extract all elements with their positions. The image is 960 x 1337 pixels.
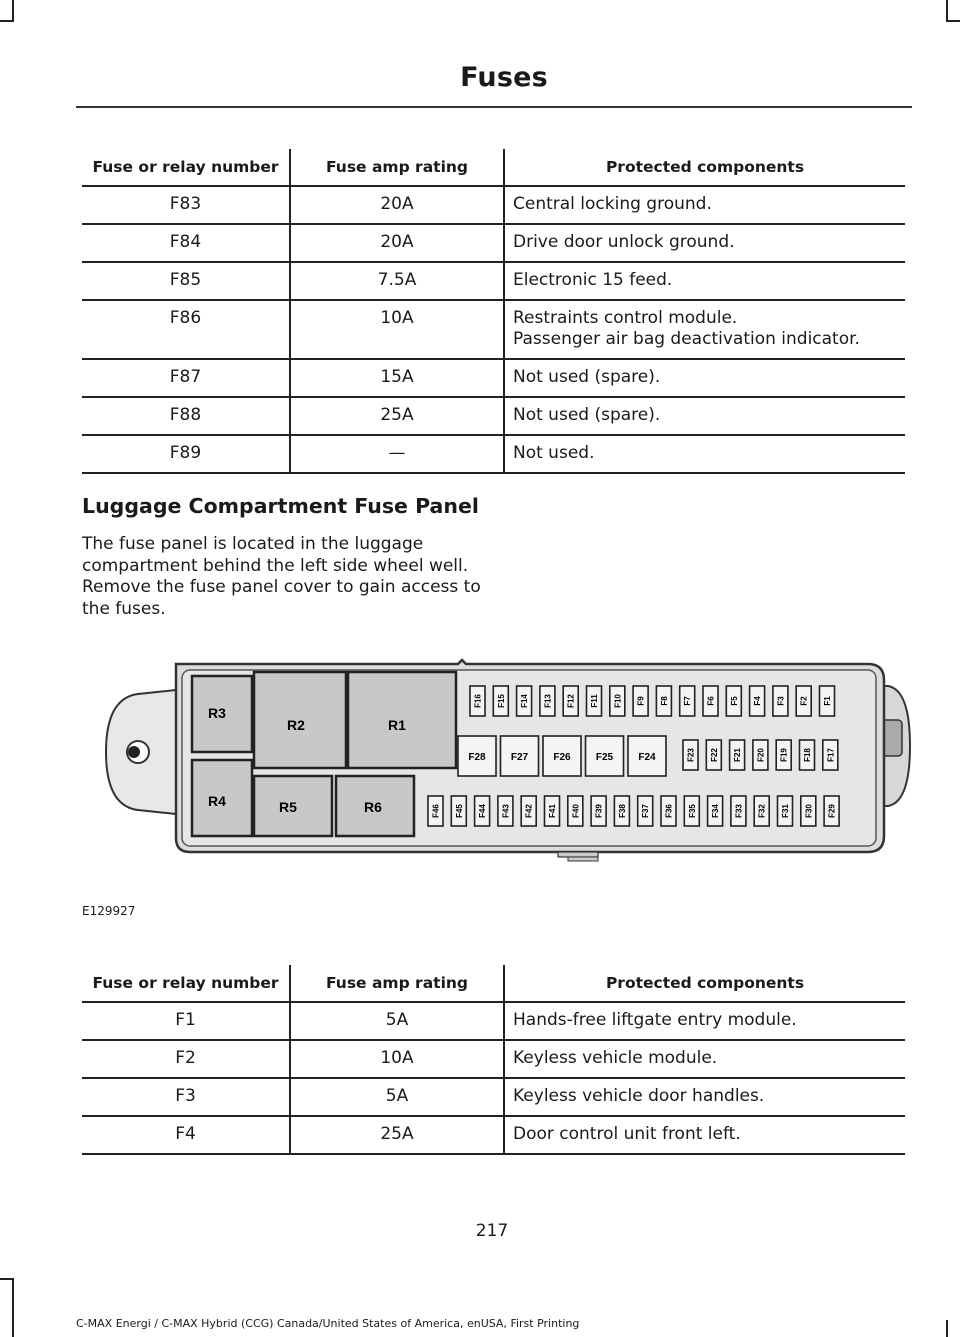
column-header: Protected components (504, 965, 905, 1002)
fuse-slot-f10 (610, 686, 625, 716)
fuse-number: F88 (82, 397, 290, 435)
fuse-table-1 (82, 149, 905, 474)
fuse-number: F89 (82, 435, 290, 473)
relay-label: R1 (388, 717, 406, 733)
table-row (82, 1002, 905, 1040)
fuse-slot-f27 (501, 736, 539, 776)
fuse-label: F43 (501, 804, 511, 818)
fuse-label: F36 (664, 804, 674, 818)
fuse-slot-f33 (731, 796, 746, 826)
fuse-label: F37 (641, 804, 651, 818)
footer-text: C-MAX Energi / C-MAX Hybrid (CCG) Canada/United States of America, enUSA, First Printing (76, 1317, 580, 1330)
fuse-slot-f18 (800, 740, 815, 770)
fuse-slot-f19 (776, 740, 791, 770)
fuse-slot-f23 (683, 740, 698, 770)
fuse-label: F1 (823, 696, 832, 706)
fuse-label: F33 (734, 804, 744, 818)
component-line: Restraints control module. (513, 308, 738, 328)
fuse-slot-f42 (521, 796, 536, 826)
fuse-slot-f36 (661, 796, 676, 826)
fuse-slot-f41 (545, 796, 560, 826)
fuse-label: F16 (473, 694, 483, 708)
fuse-label: F24 (638, 752, 656, 763)
fuse-label: F12 (566, 694, 576, 708)
fuse-number: F83 (82, 186, 290, 224)
fuse-label: F45 (454, 804, 464, 818)
fuse-number: F3 (82, 1078, 290, 1116)
fuse-slot-f6 (703, 686, 718, 716)
fuse-slot-f21 (730, 740, 745, 770)
table-row (82, 224, 905, 262)
fuse-slot-f11 (587, 686, 602, 716)
fuse-label: F5 (729, 696, 739, 706)
protected-component: Keyless vehicle door handles. (504, 1078, 905, 1116)
table-row (82, 1116, 905, 1154)
section-heading: Luggage Compartment Fuse Panel (82, 494, 479, 518)
amp-rating: — (290, 435, 504, 473)
mounting-hole-center (128, 746, 140, 758)
fuse-slot-f35 (684, 796, 699, 826)
fuse-label: F2 (799, 696, 809, 706)
housing-tab (558, 852, 598, 857)
amp-rating: 5A (290, 1002, 504, 1040)
crop-mark (946, 20, 960, 22)
relay-R1 (348, 672, 456, 768)
fuse-slot-f37 (638, 796, 653, 826)
amp-rating: 20A (290, 186, 504, 224)
fuse-label: F6 (706, 696, 716, 706)
fuse-label: F22 (709, 748, 719, 762)
table-header-row (82, 149, 905, 186)
column-header: Fuse amp rating (290, 965, 504, 1002)
fuse-slot-f12 (563, 686, 578, 716)
amp-rating: 15A (290, 359, 504, 397)
table-row (82, 262, 905, 300)
relay-R4 (192, 760, 252, 836)
fuse-label: F44 (478, 804, 488, 818)
amp-rating: 10A (290, 300, 504, 359)
fuse-label: F20 (756, 748, 766, 762)
fuse-label: F8 (659, 696, 669, 706)
relay-R6 (336, 776, 414, 836)
fuse-label: F38 (617, 804, 627, 818)
fuse-slot-f30 (801, 796, 816, 826)
fuse-slot-f20 (753, 740, 768, 770)
fuse-label: F9 (636, 696, 646, 706)
fuse-number: F86 (82, 300, 290, 359)
fuse-slot-f3 (773, 686, 788, 716)
fuse-slot-f28 (458, 736, 496, 776)
protected-component: Not used (spare). (504, 359, 905, 397)
fuse-label: F10 (613, 694, 623, 708)
fuse-label: F39 (594, 804, 604, 818)
fuse-slot-f25 (586, 736, 624, 776)
fuse-label: F26 (553, 752, 571, 763)
fuse-slot-f31 (778, 796, 793, 826)
page-title: Fuses (460, 62, 548, 93)
fuse-panel-diagram (98, 646, 918, 862)
table-header-row (82, 965, 905, 1002)
fuse-label: F40 (571, 804, 581, 818)
fuse-slot-f29 (824, 796, 839, 826)
fuse-number: F85 (82, 262, 290, 300)
table-row (82, 300, 905, 359)
page-number: 217 (475, 1221, 509, 1241)
relay-label: R2 (287, 717, 305, 733)
fuse-slot-f45 (451, 796, 466, 826)
fuse-label: F42 (524, 804, 534, 818)
fuse-slot-f9 (633, 686, 648, 716)
fuse-label: F31 (781, 804, 790, 818)
amp-rating: 20A (290, 224, 504, 262)
column-header: Fuse or relay number (82, 965, 290, 1002)
section-paragraph: The fuse panel is located in the luggage compartment behind the left side wheel well. Remove the fuse panel cover to gain access to the fuses. (82, 534, 481, 619)
fuse-label: F35 (687, 804, 697, 818)
fuse-slot-f16 (470, 686, 485, 716)
column-header: Fuse or relay number (82, 149, 290, 186)
fuse-slot-f46 (428, 796, 443, 826)
fuse-number: F84 (82, 224, 290, 262)
amp-rating: 10A (290, 1040, 504, 1078)
column-header: Fuse amp rating (290, 149, 504, 186)
fuse-label: F21 (733, 748, 743, 762)
table-row (82, 435, 905, 473)
fuse-slot-f43 (498, 796, 513, 826)
amp-rating: 7.5A (290, 262, 504, 300)
fuse-label: F3 (776, 696, 786, 706)
relay-label: R3 (208, 705, 226, 721)
fuse-slot-f7 (680, 686, 695, 716)
crop-mark (12, 0, 14, 20)
amp-rating: 5A (290, 1078, 504, 1116)
crop-mark (946, 0, 948, 20)
fuse-slot-f5 (726, 686, 741, 716)
protected-component: Central locking ground. (504, 186, 905, 224)
fuse-slot-f13 (540, 686, 555, 716)
fuse-table-2 (82, 965, 905, 1155)
fuse-label: F4 (753, 696, 763, 706)
fuse-number: F2 (82, 1040, 290, 1078)
protected-component: Door control unit front left. (504, 1116, 905, 1154)
fuse-label: F32 (757, 804, 767, 818)
column-header: Protected components (504, 149, 905, 186)
fuse-slot-f22 (706, 740, 721, 770)
fuse-slot-f39 (591, 796, 606, 826)
protected-component: Not used (spare). (504, 397, 905, 435)
amp-rating: 25A (290, 397, 504, 435)
amp-rating: 25A (290, 1116, 504, 1154)
fuse-number: F87 (82, 359, 290, 397)
relay-label: R4 (208, 793, 226, 809)
crop-mark (0, 1278, 14, 1280)
housing-tab (568, 857, 598, 861)
fuse-slot-f14 (517, 686, 532, 716)
protected-component: Not used. (504, 435, 905, 473)
fuse-slot-f2 (796, 686, 811, 716)
fuse-label: F25 (595, 752, 614, 763)
fuse-slot-f24 (628, 736, 666, 776)
crop-mark (12, 1278, 14, 1337)
crop-mark (946, 1320, 948, 1337)
fuse-label: F46 (431, 804, 441, 818)
fuse-number: F4 (82, 1116, 290, 1154)
fuse-slot-f4 (750, 686, 765, 716)
fuse-label: F11 (590, 694, 599, 708)
fuse-label: F17 (826, 748, 836, 762)
table-row (82, 186, 905, 224)
fuse-label: F23 (686, 748, 696, 762)
fuse-slot-f26 (543, 736, 581, 776)
fuse-label: F13 (543, 694, 553, 708)
fuse-label: F7 (683, 696, 693, 706)
protected-component: Hands-free liftgate entry module. (504, 1002, 905, 1040)
fuse-label: F14 (520, 694, 530, 708)
relay-R5 (254, 776, 332, 836)
figure-id: E129927 (82, 904, 136, 918)
crop-mark (0, 20, 14, 22)
header-rule (76, 106, 912, 108)
protected-component (504, 300, 905, 359)
fuse-label: F30 (804, 804, 814, 818)
relay-R2 (254, 672, 346, 768)
fuse-label: F28 (468, 752, 486, 763)
table-row (82, 359, 905, 397)
fuse-slot-f34 (708, 796, 723, 826)
fuse-label: F15 (496, 694, 506, 708)
fuse-slot-f8 (656, 686, 671, 716)
fuse-slot-f17 (823, 740, 838, 770)
fuse-label: F34 (711, 804, 721, 818)
fuse-slot-f40 (568, 796, 583, 826)
fuse-slot-f38 (614, 796, 629, 826)
fuse-slot-f32 (754, 796, 769, 826)
protected-component: Drive door unlock ground. (504, 224, 905, 262)
relay-label: R6 (364, 799, 382, 815)
fuse-label: F19 (779, 748, 789, 762)
fuse-slot-f44 (475, 796, 490, 826)
fuse-label: F29 (827, 804, 837, 818)
fuse-slot-f15 (493, 686, 508, 716)
protected-component: Electronic 15 feed. (504, 262, 905, 300)
table-row (82, 1040, 905, 1078)
fuse-label: F41 (548, 804, 557, 818)
fuse-label: F27 (510, 752, 529, 763)
relay-label: R5 (279, 799, 297, 815)
fuse-label: F18 (803, 748, 812, 762)
fuse-number: F1 (82, 1002, 290, 1040)
protected-component: Keyless vehicle module. (504, 1040, 905, 1078)
component-line: Passenger air bag deactivation indicator. (513, 329, 860, 349)
fuse-slot-f1 (820, 686, 835, 716)
relay-R3 (192, 676, 252, 752)
table-row (82, 397, 905, 435)
table-row (82, 1078, 905, 1116)
